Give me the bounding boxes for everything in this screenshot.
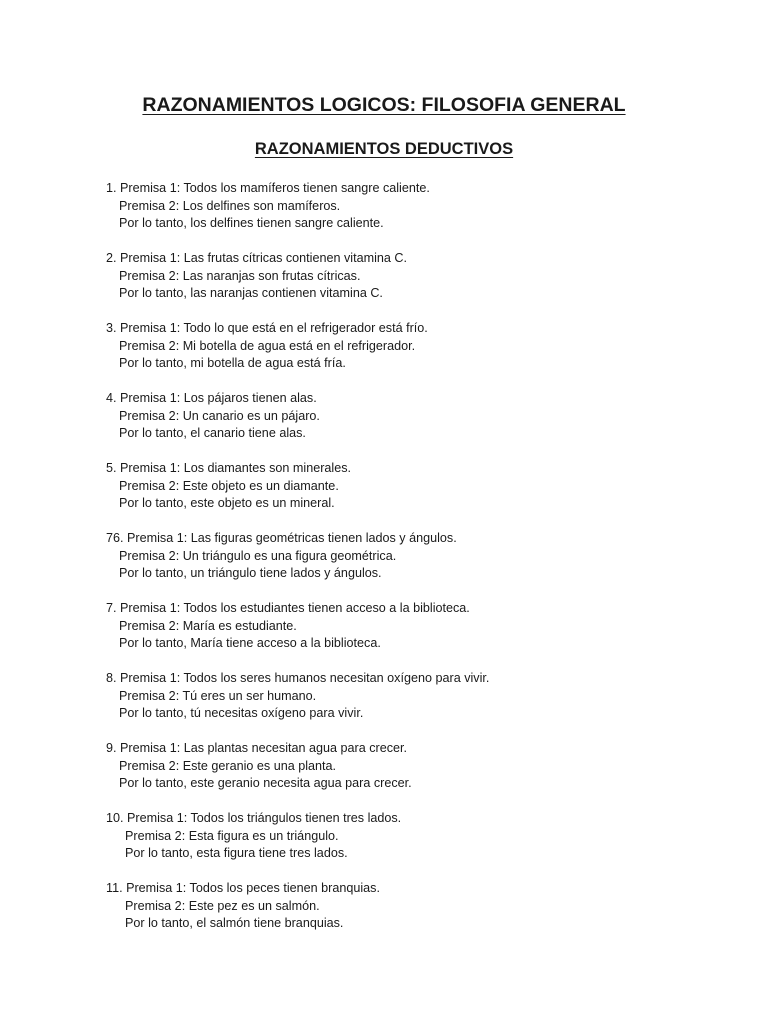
premise-1: 11. Premisa 1: Todos los peces tienen branquias. <box>106 881 380 895</box>
list-item <box>106 320 706 373</box>
conclusion: Por lo tanto, el canario tiene alas. <box>119 426 306 440</box>
reasoning-list <box>106 180 706 950</box>
premise-2: Premisa 2: Los delfines son mamíferos. <box>119 198 341 213</box>
conclusion: Por lo tanto, mi botella de agua está fría. <box>119 356 346 370</box>
conclusion: Por lo tanto, las naranjas contienen vitamina C. <box>119 286 383 300</box>
conclusion: Por lo tanto, tú necesitas oxígeno para vivir. <box>119 706 364 720</box>
list-item <box>106 250 706 303</box>
premise-1: 1. Premisa 1: Todos los mamíferos tienen sangre caliente. <box>106 181 430 195</box>
list-item <box>106 180 706 233</box>
premise-1: 4. Premisa 1: Los pájaros tienen alas. <box>106 391 317 405</box>
conclusion: Por lo tanto, María tiene acceso a la biblioteca. <box>119 636 381 650</box>
premise-2: Premisa 2: Este pez es un salmón. <box>125 898 320 913</box>
premise-1: 8. Premisa 1: Todos los seres humanos necesitan oxígeno para vivir. <box>106 671 490 685</box>
premise-2: Premisa 2: María es estudiante. <box>119 618 297 633</box>
conclusion: Por lo tanto, un triángulo tiene lados y ángulos. <box>119 566 382 580</box>
list-item <box>106 880 706 933</box>
premise-1: 10. Premisa 1: Todos los triángulos tienen tres lados. <box>106 811 402 825</box>
list-item <box>106 390 706 443</box>
list-item <box>106 530 706 583</box>
premise-1: 3. Premisa 1: Todo lo que está en el refrigerador está frío. <box>106 321 428 335</box>
premise-1: 5. Premisa 1: Los diamantes son minerales. <box>106 461 351 475</box>
conclusion: Por lo tanto, el salmón tiene branquias. <box>125 916 344 930</box>
list-item <box>106 810 706 863</box>
premise-1: 76. Premisa 1: Las figuras geométricas tienen lados y ángulos. <box>106 531 457 545</box>
premise-2: Premisa 2: Este objeto es un diamante. <box>119 478 339 493</box>
premise-1: 2. Premisa 1: Las frutas cítricas contienen vitamina C. <box>106 251 407 265</box>
premise-2: Premisa 2: Un triángulo es una figura geométrica. <box>119 548 397 563</box>
conclusion: Por lo tanto, esta figura tiene tres lados. <box>125 846 348 860</box>
premise-2: Premisa 2: Mi botella de agua está en el refrigerador. <box>119 338 416 353</box>
section-subtitle: RAZONAMIENTOS DEDUCTIVOS <box>254 140 514 158</box>
document-title: RAZONAMIENTOS LOGICOS: FILOSOFIA GENERAL <box>142 94 626 116</box>
premise-2: Premisa 2: Este geranio es una planta. <box>119 758 337 773</box>
premise-1: 9. Premisa 1: Las plantas necesitan agua para crecer. <box>106 741 408 755</box>
list-item <box>106 670 706 723</box>
premise-2: Premisa 2: Esta figura es un triángulo. <box>125 828 339 843</box>
conclusion: Por lo tanto, los delfines tienen sangre caliente. <box>119 216 384 230</box>
list-item <box>106 740 706 793</box>
premise-2: Premisa 2: Las naranjas son frutas cítricas. <box>119 268 361 283</box>
conclusion: Por lo tanto, este objeto es un mineral. <box>119 496 335 510</box>
premise-2: Premisa 2: Tú eres un ser humano. <box>119 688 317 703</box>
conclusion: Por lo tanto, este geranio necesita agua para crecer. <box>119 776 412 790</box>
premise-1: 7. Premisa 1: Todos los estudiantes tienen acceso a la biblioteca. <box>106 601 470 615</box>
premise-2: Premisa 2: Un canario es un pájaro. <box>119 408 320 423</box>
list-item <box>106 600 706 653</box>
list-item <box>106 460 706 513</box>
